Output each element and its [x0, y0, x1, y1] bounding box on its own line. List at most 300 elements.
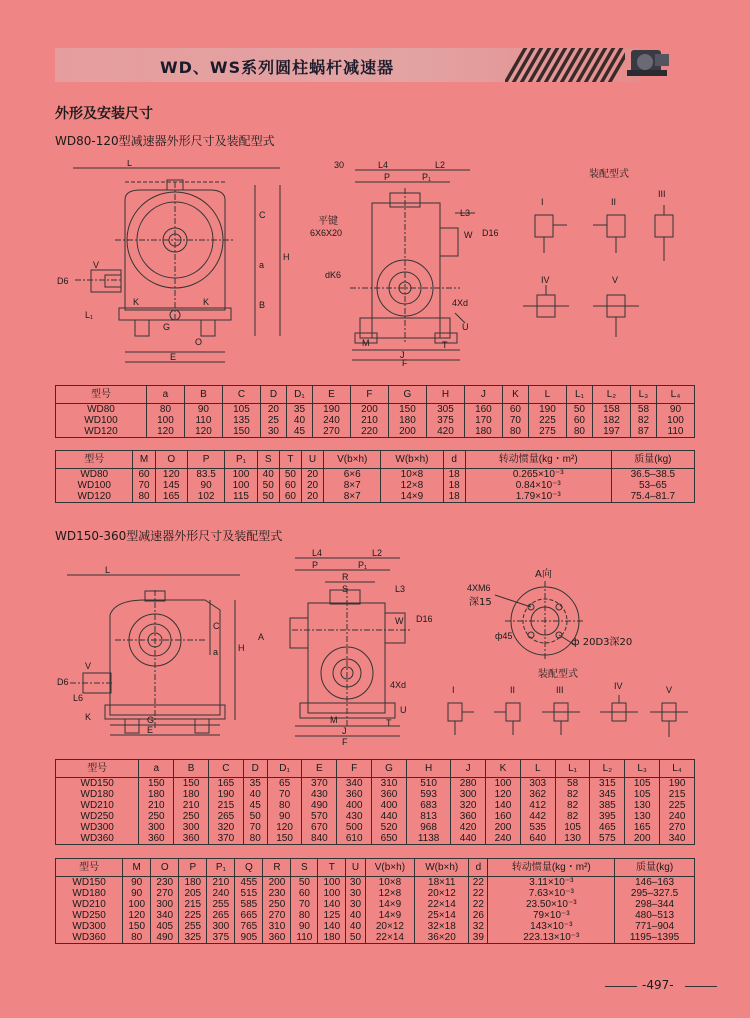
table-cell: 130 — [625, 811, 660, 822]
dim-F-s2: F — [342, 737, 348, 747]
assembly-type-1-s2: I — [452, 685, 455, 695]
dim-U: U — [462, 322, 469, 332]
column-header: 型号 — [56, 386, 147, 404]
table-cell: 18 — [443, 491, 465, 503]
table-cell: 205 — [179, 888, 207, 899]
column-header: R — [263, 859, 291, 877]
table-cell: 771–904 — [615, 921, 695, 932]
table-cell: 105 — [555, 822, 590, 833]
table-cell: 405 — [151, 921, 179, 932]
table-cell: 8×7 — [324, 491, 381, 503]
table-cell: 60 — [133, 469, 155, 481]
table-cell: 6×6 — [324, 469, 381, 481]
dim-C: C — [259, 210, 266, 220]
column-header: P₁ — [225, 451, 257, 469]
table-row — [56, 426, 695, 438]
table-cell: 303 — [520, 778, 555, 790]
table-cell: 305 — [426, 404, 464, 416]
table-cell: 400 — [372, 800, 407, 811]
table-cell: 500 — [337, 822, 372, 833]
table-cell: 90 — [656, 404, 694, 416]
table-cell: 40 — [286, 415, 312, 426]
table-row — [56, 491, 695, 503]
section1-inertia-table — [55, 450, 695, 503]
column-header: 转动惯量(kg・m²) — [488, 859, 615, 877]
table-cell: 968 — [406, 822, 450, 833]
table-cell: 30 — [346, 877, 365, 889]
model-cell: WD100 — [56, 415, 147, 426]
view-a-flange-drawing — [455, 563, 635, 663]
table-cell: 158 — [592, 404, 630, 416]
column-header: 型号 — [56, 760, 139, 778]
table-cell: 165 — [625, 822, 660, 833]
table-cell: 12×8 — [381, 480, 443, 491]
column-header: S — [291, 859, 318, 877]
table-row — [56, 404, 695, 416]
table-cell: 190 — [209, 789, 244, 800]
table-cell: 143×10⁻³ — [488, 921, 615, 932]
model-cell: WD360 — [56, 833, 139, 845]
table-cell: 30 — [346, 888, 365, 899]
assembly-type-1: I — [541, 197, 544, 207]
table-cell: 905 — [235, 932, 263, 944]
table-cell: 120 — [123, 910, 151, 921]
model-cell: WD250 — [56, 910, 123, 921]
table-cell: 35 — [243, 778, 267, 790]
dim-W-s2: W — [395, 616, 404, 626]
table-cell: 665 — [235, 910, 263, 921]
table-row — [56, 833, 695, 845]
page-title: WD、WS系列圆柱蜗杆减速器 — [160, 58, 395, 77]
table-cell: 60 — [279, 480, 301, 491]
table-row — [56, 811, 695, 822]
table-cell: 610 — [337, 833, 372, 845]
table-cell: 70 — [267, 789, 302, 800]
table-row — [56, 877, 695, 889]
column-header: a — [146, 386, 184, 404]
table-cell: 22 — [469, 877, 488, 889]
flange-depth: 深15 — [469, 597, 492, 608]
table-cell: 100 — [123, 899, 151, 910]
table-cell: 14×9 — [365, 899, 415, 910]
table-cell: 250 — [263, 899, 291, 910]
table-cell: 50 — [279, 469, 301, 481]
table-row — [56, 469, 695, 481]
dim-K2: K — [203, 297, 210, 307]
table-cell: 225 — [528, 415, 566, 426]
table-cell: 82 — [630, 415, 656, 426]
table-cell: 36.5–38.5 — [611, 469, 694, 481]
column-header: K — [502, 386, 528, 404]
dim-E-s2: E — [147, 725, 154, 735]
column-header: L₂ — [592, 386, 630, 404]
table-cell: 0.265×10⁻³ — [465, 469, 611, 481]
table-cell: 280 — [451, 778, 486, 790]
table-cell: 90 — [267, 811, 302, 822]
dim-P1: P₁ — [422, 172, 432, 182]
table-row — [56, 932, 695, 944]
dim-L2: L2 — [435, 160, 446, 170]
table-cell: 25×14 — [415, 910, 469, 921]
header-stripes — [505, 48, 625, 82]
table-cell: 275 — [528, 426, 566, 438]
column-header: T — [279, 451, 301, 469]
model-cell: WD250 — [56, 811, 139, 822]
dim-holes-s2: 4Xd — [390, 680, 407, 690]
table-cell: 813 — [406, 811, 450, 822]
table-cell: 223.13×10⁻³ — [488, 932, 615, 944]
assembly-type-2: II — [611, 197, 617, 207]
table-cell: 420 — [426, 426, 464, 438]
dim-V-s2: V — [85, 661, 92, 671]
table-cell: 20×12 — [415, 888, 469, 899]
table-cell: 146–163 — [615, 877, 695, 889]
dim-H: H — [283, 252, 290, 262]
table-cell: 255 — [179, 921, 207, 932]
table-cell: 200 — [625, 833, 660, 845]
table-cell: 225 — [660, 800, 695, 811]
dim-L3: L3 — [460, 208, 471, 218]
table-row — [56, 888, 695, 899]
table-cell: 130 — [555, 833, 590, 845]
table-cell: 120 — [267, 822, 302, 833]
dim-M: M — [362, 338, 370, 348]
column-header: P — [179, 859, 207, 877]
table-cell: 182 — [592, 415, 630, 426]
wd80-side-view-drawing — [300, 158, 510, 368]
column-header: F — [350, 386, 388, 404]
table-cell: 50 — [346, 932, 365, 944]
table-cell: 110 — [656, 426, 694, 438]
dim-J: J — [400, 350, 405, 360]
table-row — [56, 800, 695, 811]
table-cell: 58 — [630, 404, 656, 416]
table-cell: 240 — [207, 888, 235, 899]
table-cell: 90 — [187, 480, 224, 491]
table-cell: 300 — [151, 899, 179, 910]
assembly-type-5: V — [612, 275, 619, 285]
column-header: 型号 — [56, 451, 133, 469]
table-cell: 400 — [337, 800, 372, 811]
dim-D6: D6 — [57, 276, 69, 286]
table-cell: 180 — [179, 877, 207, 889]
table-cell: 90 — [123, 877, 151, 889]
table-cell: 210 — [350, 415, 388, 426]
column-header: E — [312, 386, 350, 404]
table-row — [56, 921, 695, 932]
dim-P-s2: P — [312, 560, 319, 570]
column-header: 质量(kg) — [615, 859, 695, 877]
dim-K: K — [133, 297, 140, 307]
column-header: L₄ — [660, 760, 695, 778]
column-header: G — [372, 760, 407, 778]
table-cell: 180 — [174, 789, 209, 800]
table-cell: 80 — [502, 426, 528, 438]
table-cell: 197 — [592, 426, 630, 438]
table-cell: 360 — [174, 833, 209, 845]
table-cell: 295–327.5 — [615, 888, 695, 899]
dim-F: F — [402, 358, 408, 368]
table-cell: 310 — [372, 778, 407, 790]
column-header: D₁ — [286, 386, 312, 404]
flange-holes: 4XM6 — [467, 583, 491, 593]
table-cell: 90 — [291, 921, 318, 932]
table-cell: 140 — [318, 899, 346, 910]
table-cell: 230 — [263, 888, 291, 899]
table-cell: 7.63×10⁻³ — [488, 888, 615, 899]
dim-T-s2: T — [386, 718, 392, 728]
dim-L6-s2: L6 — [73, 693, 84, 703]
column-header: J — [464, 386, 502, 404]
column-header: D — [260, 386, 286, 404]
table-cell: 25 — [260, 415, 286, 426]
table-cell: 215 — [179, 899, 207, 910]
dim-D16-s2: D16 — [416, 614, 433, 624]
table-cell: 1138 — [406, 833, 450, 845]
table-cell: 80 — [291, 910, 318, 921]
table-cell: 135 — [222, 415, 260, 426]
table-cell: 320 — [209, 822, 244, 833]
column-header: a — [139, 760, 174, 778]
column-header: 型号 — [56, 859, 123, 877]
table-cell: 80 — [146, 404, 184, 416]
table-cell: 50 — [291, 877, 318, 889]
table-cell: 370 — [209, 833, 244, 845]
table-cell: 180 — [318, 932, 346, 944]
table-cell: 270 — [312, 426, 350, 438]
table-cell: 362 — [520, 789, 555, 800]
table-cell: 270 — [151, 888, 179, 899]
wd150-side-view-drawing — [250, 548, 435, 748]
dim-D6-s2: D6 — [57, 677, 69, 687]
model-cell: WD360 — [56, 932, 123, 944]
dim-G-s2: G — [147, 715, 155, 725]
table-cell: 150 — [123, 921, 151, 932]
table-cell: 490 — [302, 800, 337, 811]
table-cell: 82 — [555, 789, 590, 800]
table-row — [56, 822, 695, 833]
table-cell: 80 — [123, 932, 151, 944]
dim-R-s2: R — [342, 572, 349, 582]
column-header: B — [184, 386, 222, 404]
model-cell: WD80 — [56, 404, 147, 416]
table-cell: 50 — [566, 404, 592, 416]
table-cell: 210 — [207, 877, 235, 889]
table-row — [56, 910, 695, 921]
table-cell: 60 — [502, 404, 528, 416]
table-cell: 180 — [139, 789, 174, 800]
table-cell: 210 — [174, 800, 209, 811]
model-cell: WD80 — [56, 469, 133, 481]
table-cell: 120 — [155, 469, 187, 481]
column-header: E — [302, 760, 337, 778]
dim-G: G — [163, 322, 171, 332]
table-cell: 325 — [179, 932, 207, 944]
dim-B: B — [259, 300, 266, 310]
table-cell: 215 — [660, 789, 695, 800]
dim-L3-s2: L3 — [395, 584, 406, 594]
flange-diameter: ф45 — [495, 631, 513, 641]
table-cell: 18 — [443, 480, 465, 491]
column-header: P — [187, 451, 224, 469]
column-header: L₃ — [625, 760, 660, 778]
dim-T: T — [442, 340, 448, 350]
column-header: d — [469, 859, 488, 877]
table-cell: 765 — [235, 921, 263, 932]
table-cell: 105 — [222, 404, 260, 416]
key-size: 6X6X20 — [310, 228, 343, 238]
table-cell: 36×20 — [415, 932, 469, 944]
model-cell: WD180 — [56, 789, 139, 800]
model-cell: WD100 — [56, 480, 133, 491]
table-cell: 20×12 — [365, 921, 415, 932]
table-cell: 840 — [302, 833, 337, 845]
table-cell: 120 — [184, 426, 222, 438]
table-cell: 60 — [279, 491, 301, 503]
table-cell: 40 — [243, 789, 267, 800]
table-cell: 225 — [179, 910, 207, 921]
dim-S-s2: S — [342, 584, 349, 594]
table-row — [56, 778, 695, 790]
table-cell: 110 — [291, 932, 318, 944]
section2-dimension-table — [55, 759, 695, 845]
table-cell: 575 — [590, 833, 625, 845]
table-cell: 83.5 — [187, 469, 224, 481]
table-cell: 370 — [302, 778, 337, 790]
table-cell: 465 — [590, 822, 625, 833]
table-cell: 180 — [464, 426, 502, 438]
table-cell: 10×8 — [365, 877, 415, 889]
table-cell: 22 — [469, 888, 488, 899]
dim-V: V — [93, 260, 100, 270]
table-cell: 70 — [502, 415, 528, 426]
column-header: C — [209, 760, 244, 778]
gearbox-icon — [625, 40, 673, 80]
column-header: M — [133, 451, 155, 469]
column-header: O — [155, 451, 187, 469]
dim-a: a — [259, 260, 265, 270]
model-cell: WD210 — [56, 899, 123, 910]
table-cell: 340 — [337, 778, 372, 790]
table-cell: 58 — [555, 778, 590, 790]
table-cell: 200 — [350, 404, 388, 416]
table-cell: 270 — [660, 822, 695, 833]
table-cell: 45 — [243, 800, 267, 811]
table-cell: 190 — [528, 404, 566, 416]
table-cell: 14×9 — [365, 910, 415, 921]
model-cell: WD150 — [56, 877, 123, 889]
section2-assembly-types — [430, 665, 700, 750]
table-cell: 515 — [235, 888, 263, 899]
table-cell: 340 — [151, 910, 179, 921]
table-cell: 165 — [155, 491, 187, 503]
table-cell: 140 — [486, 800, 521, 811]
dim-a-s2: a — [213, 647, 219, 657]
column-header: M — [123, 859, 151, 877]
column-header: U — [346, 859, 365, 877]
table-cell: 22 — [469, 899, 488, 910]
table-cell: 150 — [388, 404, 426, 416]
section1-assembly-types — [505, 165, 705, 345]
table-cell: 100 — [146, 415, 184, 426]
table-cell: 1195–1395 — [615, 932, 695, 944]
table-cell: 640 — [520, 833, 555, 845]
model-cell: WD120 — [56, 426, 147, 438]
dim-30: 30 — [334, 160, 345, 170]
table-cell: 0.84×10⁻³ — [465, 480, 611, 491]
assembly-type-3: III — [658, 189, 666, 199]
table-cell: 340 — [660, 833, 695, 845]
assembly-type-5-s2: V — [666, 685, 673, 695]
table-cell: 270 — [263, 910, 291, 921]
page-footer-rule-left — [605, 986, 637, 987]
table-cell: 190 — [660, 778, 695, 790]
table-cell: 190 — [312, 404, 350, 416]
table-cell: 440 — [372, 811, 407, 822]
table-cell: 22×14 — [365, 932, 415, 944]
section-title: 外形及安装尺寸 — [55, 106, 153, 122]
column-header: V(b×h) — [365, 859, 415, 877]
column-header: D₁ — [267, 760, 302, 778]
table-cell: 30 — [346, 899, 365, 910]
table-cell: 100 — [318, 877, 346, 889]
dim-L: L — [127, 160, 133, 168]
table-cell: 255 — [207, 899, 235, 910]
table-cell: 250 — [174, 811, 209, 822]
table-cell: 375 — [426, 415, 464, 426]
model-cell: WD210 — [56, 800, 139, 811]
column-header: D — [243, 760, 267, 778]
model-cell: WD300 — [56, 921, 123, 932]
table-cell: 90 — [184, 404, 222, 416]
table-cell: 520 — [372, 822, 407, 833]
table-cell: 200 — [486, 822, 521, 833]
table-cell: 300 — [207, 921, 235, 932]
table-cell: 345 — [590, 789, 625, 800]
table-cell: 115 — [225, 491, 257, 503]
table-cell: 100 — [225, 469, 257, 481]
column-header: V(b×h) — [324, 451, 381, 469]
column-header: C — [222, 386, 260, 404]
section1-subtitle: WD80-120型减速器外形尺寸及装配型式 — [55, 134, 275, 148]
column-header: O — [151, 859, 179, 877]
table-cell: 240 — [486, 833, 521, 845]
dim-W: W — [464, 230, 473, 240]
table-cell: 50 — [257, 491, 279, 503]
table-row — [56, 899, 695, 910]
column-header: L₁ — [566, 386, 592, 404]
key-label: 平键 — [318, 216, 338, 227]
table-cell: 150 — [139, 778, 174, 790]
assembly-type-4: IV — [541, 275, 550, 285]
table-cell: 300 — [139, 822, 174, 833]
table-cell: 360 — [337, 789, 372, 800]
table-cell: 265 — [207, 910, 235, 921]
table-cell: 40 — [346, 921, 365, 932]
table-cell: 412 — [520, 800, 555, 811]
model-cell: WD300 — [56, 822, 139, 833]
column-header: W(b×h) — [415, 859, 469, 877]
dim-H-s2: H — [238, 643, 245, 653]
table-cell: 100 — [486, 778, 521, 790]
dim-P1-s2: P₁ — [358, 560, 368, 570]
table-cell: 360 — [263, 932, 291, 944]
table-cell: 20 — [301, 469, 323, 481]
table-cell: 265 — [209, 811, 244, 822]
table-cell: 220 — [350, 426, 388, 438]
table-cell: 70 — [133, 480, 155, 491]
assembly-label-s2: 装配型式 — [538, 669, 578, 680]
